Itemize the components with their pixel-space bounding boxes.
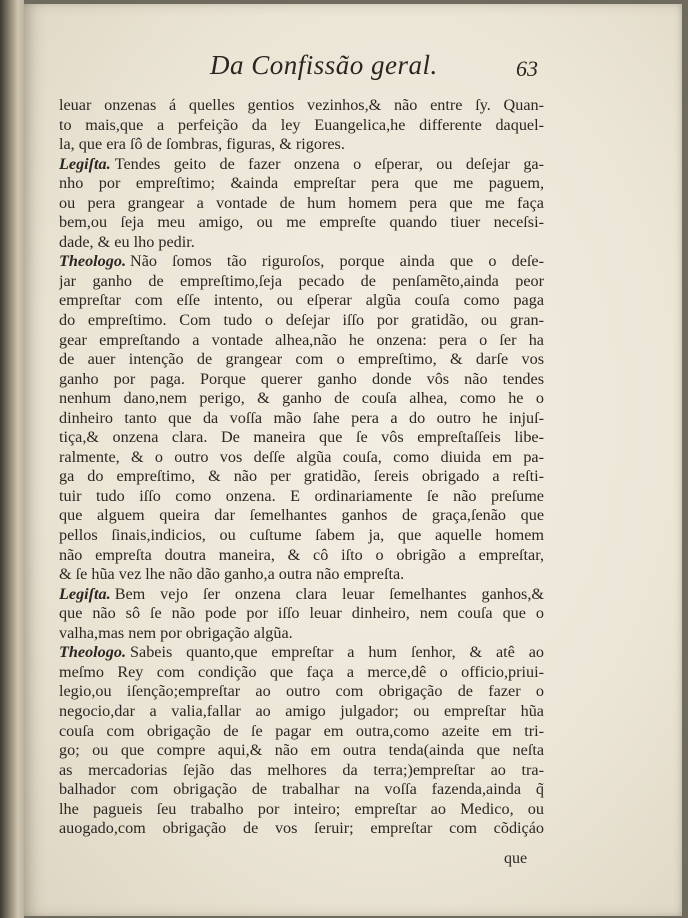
- line-text: valha,mas nem por obrigação algũa.: [59, 623, 293, 642]
- text-line: [59, 741, 544, 761]
- line-text: que não sô ſe não pode por iſſo leuar dinheiro, nem couſa que o: [59, 604, 544, 623]
- text-line: [59, 331, 544, 351]
- text-line: [59, 370, 544, 390]
- text-line: [59, 761, 544, 781]
- line-text: ganho por paga. Porque querer ganho donde vôs não tendes: [59, 369, 544, 388]
- text-line: [59, 487, 544, 507]
- text-line: [59, 428, 544, 448]
- line-text: to mais,que a perfeição da ley Euangelica,he differente daquel-: [59, 115, 544, 134]
- text-line: [59, 780, 544, 800]
- text-line: [59, 291, 544, 311]
- line-text: tuir tudo iſſo como onzena. E ordinariamente ſe não preſume: [59, 486, 544, 505]
- line-text: leuar onzenas á quelles gentios vezinhos,& não entre ſy. Quan-: [59, 96, 544, 114]
- text-line: [59, 174, 544, 194]
- text-line: [59, 155, 544, 175]
- line-text: tiça,& onzena clara. De maneira que ſe vôs empreſtaſſeis libe-: [59, 428, 544, 447]
- text-line: [59, 722, 544, 742]
- line-text: couſa com obrigação de ſe pagar em outra,como azeite em tri-: [59, 721, 544, 740]
- text-line: [59, 585, 544, 605]
- line-text: balhador com obrigação de trabalhar na voſſa fazenda,ainda q̃: [59, 780, 544, 799]
- page-number: 63: [516, 56, 538, 81]
- line-text: pellos ſinais,indicios, ou cuſtume ſabem ja, que aquelle homem: [59, 526, 544, 545]
- text-line: [59, 311, 544, 331]
- book-page: [24, 4, 682, 916]
- line-text: auogado,com obrigação de vos ſeruir; empreſtar com cõdiçáo: [59, 819, 544, 838]
- text-line: [59, 604, 544, 624]
- text-line: [59, 252, 544, 272]
- line-text: Sabeis quanto,que empreſtar a hum ſenhor, & atê ao: [130, 643, 544, 662]
- line-text: nenhum dano,nem perigo, & ganho de couſa alhea, como he o: [59, 389, 544, 408]
- line-text: go; ou que compre aqui,& não em outra tenda(ainda que neſta: [59, 741, 544, 760]
- line-text: lhe pagueis ſeu trabalho por inteiro; empreſtar ao Medico, ou: [59, 799, 544, 818]
- text-line: [59, 682, 544, 702]
- line-text: & ſe hũa vez lhe não dão ganho,a outra não empreſta.: [59, 565, 405, 584]
- text-line: [59, 467, 544, 487]
- book-spine: [0, 0, 24, 918]
- speaker-label: Legiſta.: [59, 584, 111, 603]
- line-text: dade, & eu lho pedir.: [59, 232, 195, 251]
- line-text: gear empreſtando a vontade alhea,não he onzena: pera o ſer ha: [59, 330, 544, 349]
- line-text: Tendes geito de fazer onzena o eſperar, ou deſejar ga-: [114, 154, 544, 173]
- text-line: [59, 96, 544, 116]
- text-line: [59, 663, 544, 683]
- line-text: meſmo Rey com condição que faça a merce,dê o officio,priui-: [59, 662, 544, 681]
- text-line: [59, 194, 544, 214]
- line-text: ralmente, & o outro vos deſſe algũa couſa, como diuida em pa-: [59, 447, 544, 466]
- text-line: [59, 819, 544, 839]
- line-text: nho por empreſtimo; &ainda empreſtar pera que me paguem,: [59, 174, 544, 193]
- line-text: legio,ou iſenção;empreſtar ao outro com obrigação de fazer o: [59, 682, 544, 701]
- text-line: [59, 389, 544, 409]
- text-line: [59, 350, 544, 370]
- line-text: Bem vejo ſer onzena clara leuar ſemelhantes ganhos,&: [114, 584, 544, 603]
- speaker-label: Legiſta.: [59, 154, 111, 173]
- speaker-label: Theologo.: [59, 252, 126, 271]
- body-text: [59, 96, 544, 839]
- text-line: [59, 546, 544, 566]
- text-line: [59, 565, 544, 585]
- text-line: [59, 643, 544, 663]
- text-line: [59, 800, 544, 820]
- line-text: bem,ou ſeja meu amigo, ou me empreſte quando tiuer neceſsi-: [59, 213, 544, 232]
- line-text: empreſtar com eſſe intento, ou eſperar algũa couſa como paga: [59, 291, 544, 310]
- text-line: [59, 506, 544, 526]
- speaker-label: Theologo.: [59, 643, 126, 662]
- line-text: la, que era ſô de ſombras, figuras, & rigores.: [59, 135, 345, 154]
- line-text: as mercadorias ſejão das melhores da terra;)empreſtar ao tra-: [59, 760, 544, 779]
- line-text: não empreſta doutra maneira, & cô iſto o obrigão a empreſtar,: [59, 545, 544, 564]
- line-text: Não ſomos tão riguroſos, porque ainda que o deſe-: [130, 252, 544, 271]
- line-text: que alguem queira dar ſemelhantes ganhos de graça,ſenão que: [59, 506, 544, 525]
- line-text: ou pera grangear a vontade de hum homem pera que me faça: [59, 193, 544, 212]
- line-text: negocio,dar a valia,fallar ao amigo julgador; ou empreſtar hũa: [59, 701, 544, 720]
- line-text: ga do empreſtimo, & não per gratidão, ſereis obrigado a reſti-: [59, 467, 544, 486]
- text-line: [59, 135, 544, 155]
- line-text: jar ganho de empreſtimo,ſeja pecado de penſamẽto,ainda peor: [59, 271, 544, 290]
- text-line: [59, 526, 544, 546]
- text-line: [59, 233, 544, 253]
- line-text: de auer intenção de grangear com o empreſtimo, & darſe vos: [59, 350, 544, 369]
- text-line: [59, 448, 544, 468]
- text-line: [59, 409, 544, 429]
- line-text: do empreſtimo. Com tudo o deſejar iſſo por gratidão, ou gran-: [59, 311, 544, 330]
- text-line: [59, 272, 544, 292]
- catchword: que: [504, 850, 528, 867]
- text-line: [59, 624, 544, 644]
- running-head-title: Da Confissão geral.: [210, 50, 438, 80]
- text-line: [59, 116, 544, 136]
- line-text: dinheiro tanto que da voſſa mão ſahe pera a do outro he injuſ-: [59, 408, 544, 427]
- text-line: [59, 213, 544, 233]
- text-line: [59, 702, 544, 722]
